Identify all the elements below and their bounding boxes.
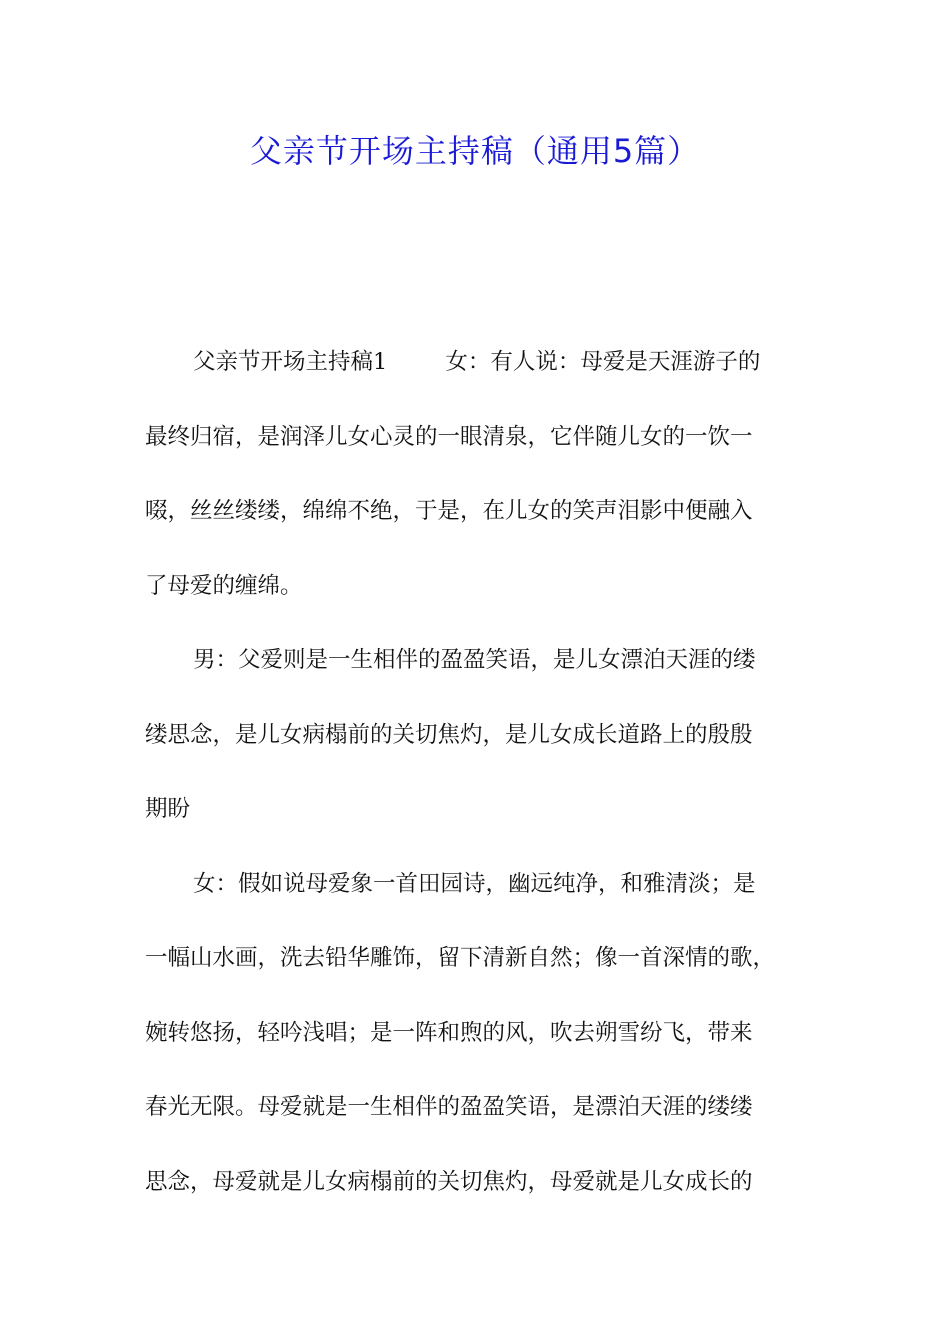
text-line: 最终归宿，是润泽儿女心灵的一眼清泉，它伴随儿女的一饮一 bbox=[145, 423, 753, 450]
text-line: 男：父爱则是一生相伴的盈盈笑语，是儿女漂泊天涯的缕 bbox=[193, 647, 756, 673]
text-line: 期盼 bbox=[145, 796, 191, 822]
spacer bbox=[387, 334, 445, 409]
document-title: 父亲节开场主持稿（通用5篇） bbox=[249, 132, 701, 170]
paragraph-text: 女：有人说：母爱是天涯游子的 bbox=[445, 349, 761, 375]
text-line: 婉转悠扬，轻吟浅唱；是一阵和煦的风，吹去朔雪纷飞，带来 bbox=[145, 1019, 753, 1046]
text-line: 缕思念，是儿女病榻前的关切焦灼，是儿女成长道路上的殷殷 bbox=[145, 721, 753, 748]
text-line: 女：假如说母爱象一首田园诗，幽远纯净，和雅清淡；是 bbox=[193, 870, 756, 897]
text-line: 思念，母爱就是儿女病榻前的关切焦灼，母爱就是儿女成长的 bbox=[145, 1168, 753, 1195]
text-line: 啜，丝丝缕缕，绵绵不绝，于是，在儿女的笑声泪影中便融入 bbox=[145, 498, 753, 524]
section-heading: 父亲节开场主持稿1 bbox=[193, 349, 388, 375]
document-body bbox=[145, 334, 817, 1228]
text-line: 一幅山水画，洗去铅华雕饰，留下清新自然；像一首深情的歌， bbox=[145, 945, 776, 971]
text-line bbox=[145, 334, 817, 409]
text-line: 了母爱的缠绵。 bbox=[145, 572, 303, 599]
text-line: 春光无限。母爱就是一生相伴的盈盈笑语，是漂泊天涯的缕缕 bbox=[145, 1094, 753, 1120]
